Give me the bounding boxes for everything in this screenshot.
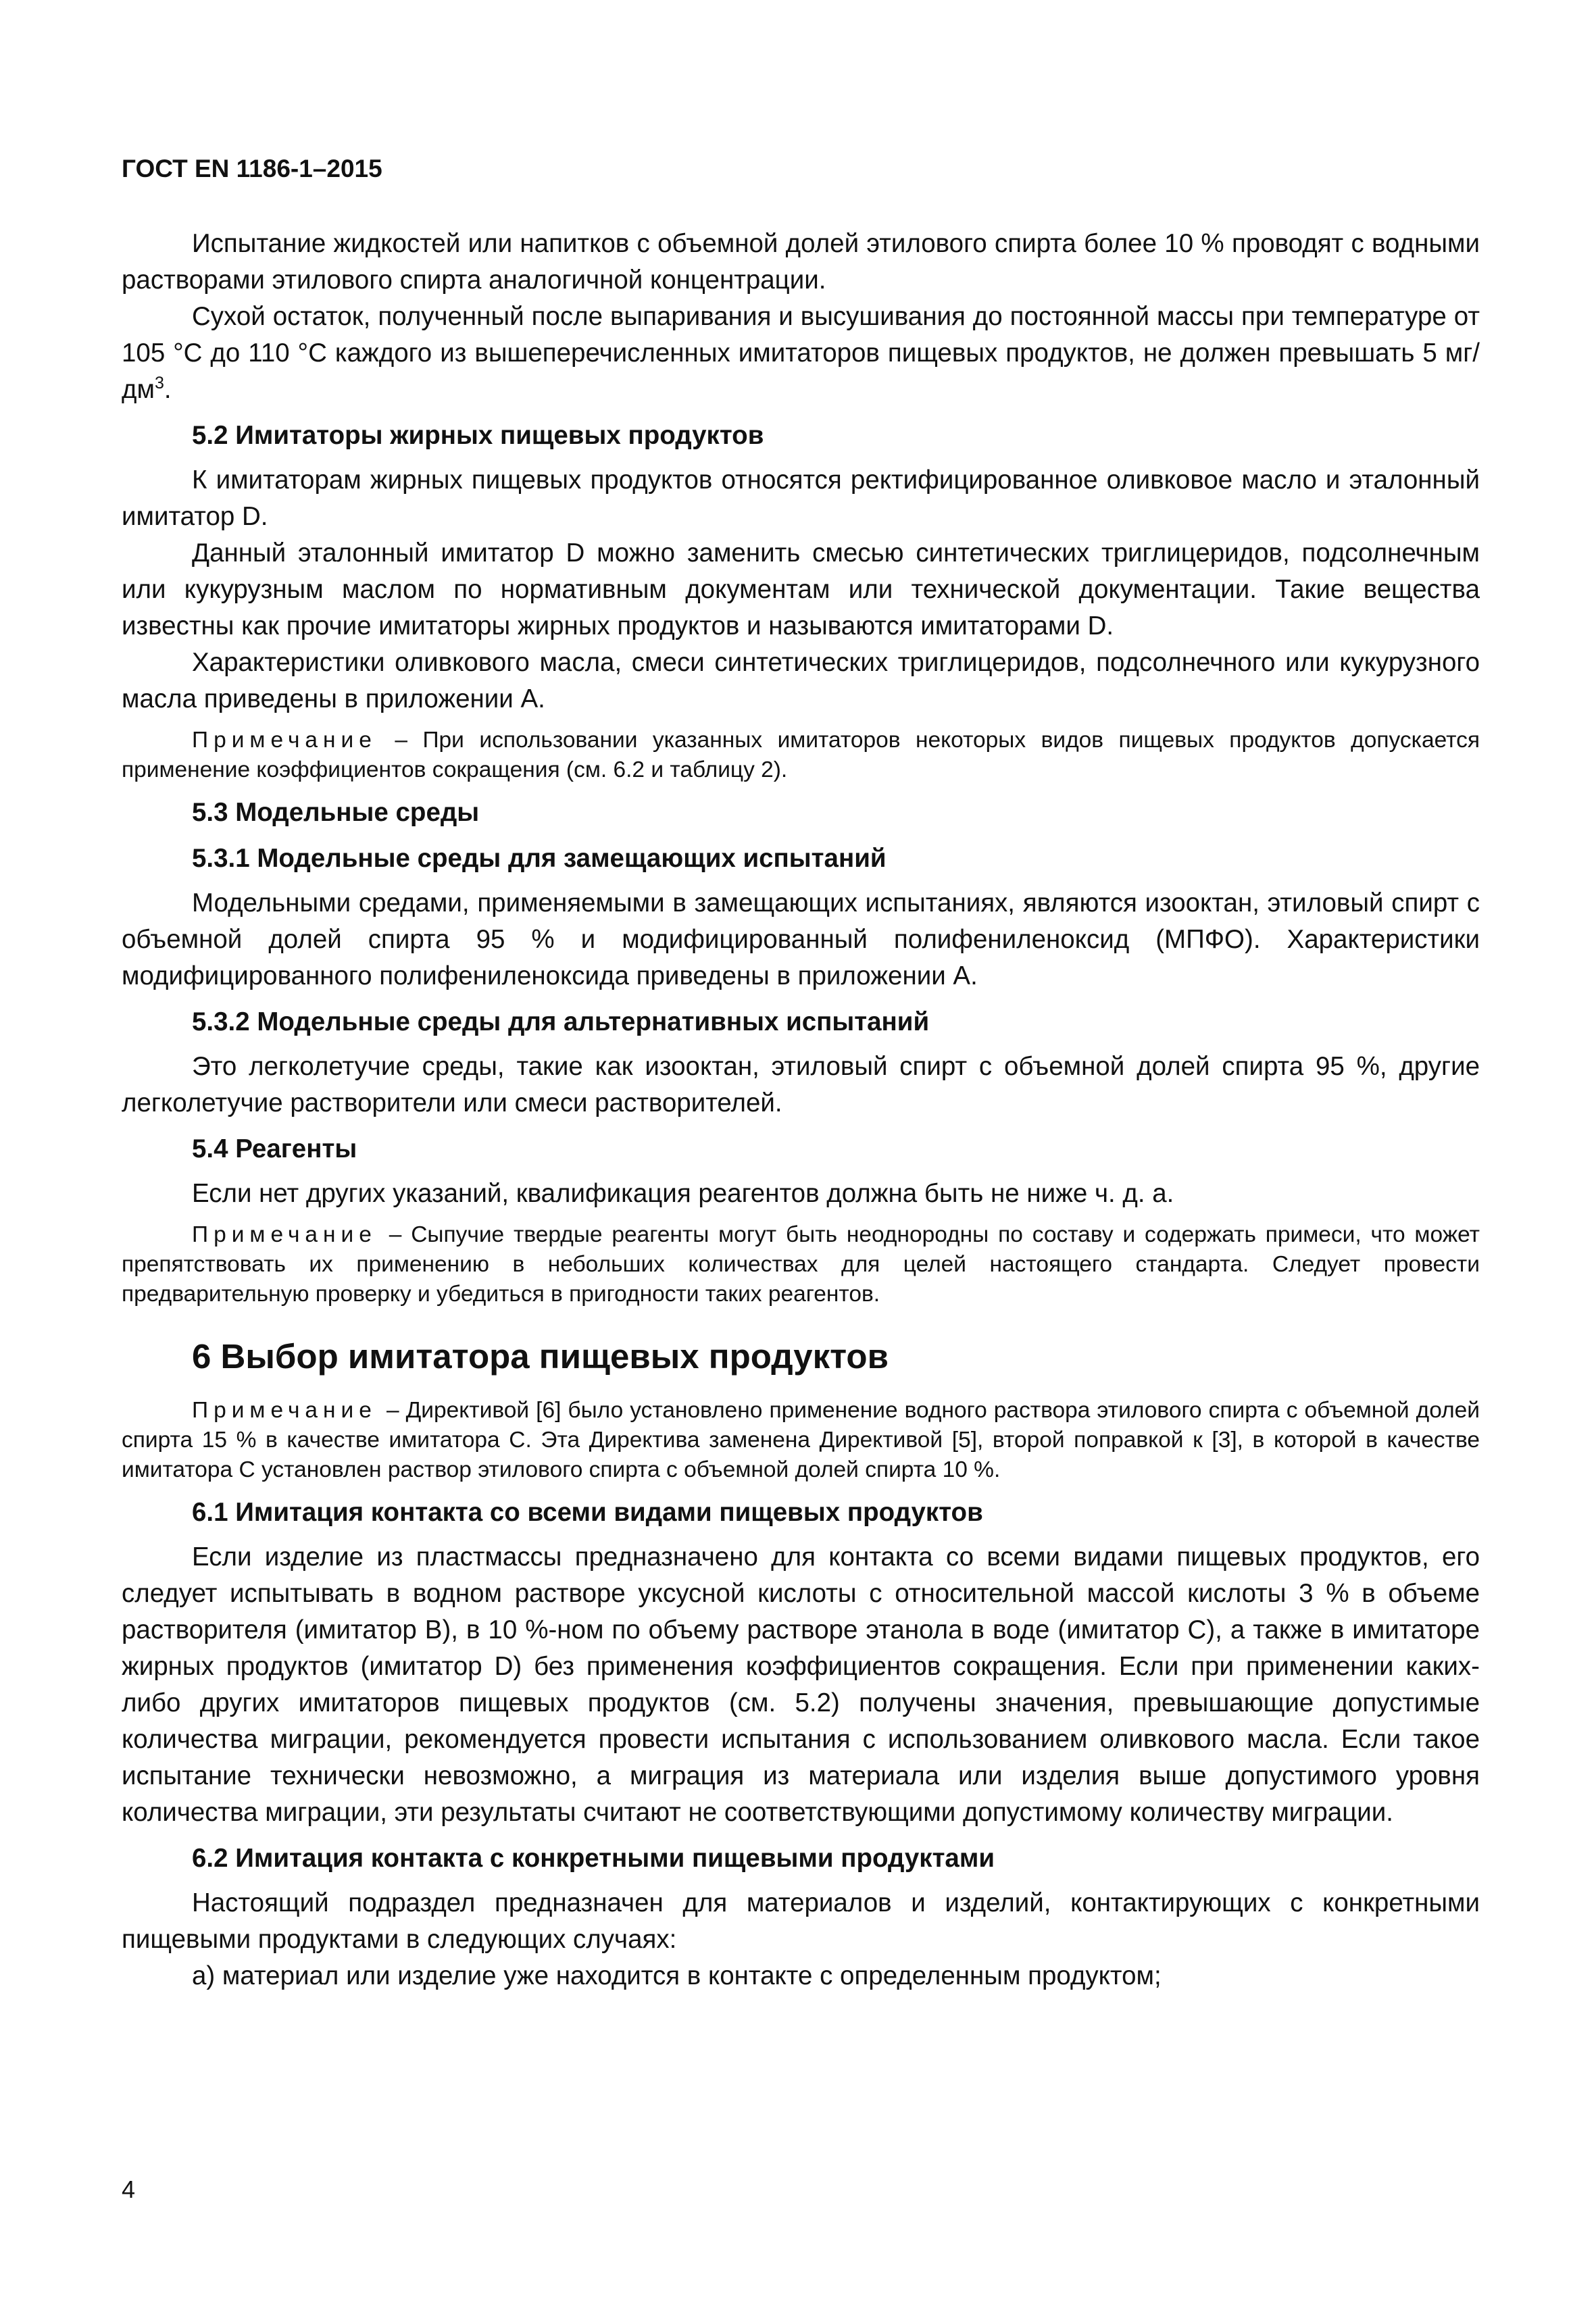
note-text: – При использовании указанных имитаторов некоторых видов пищевых продуктов допускается применение коэффициентов сокращения (см. 6.2 и таблицу 2). xyxy=(122,728,1480,782)
section-5-4-title: 5.4 Реагенты xyxy=(192,1134,357,1163)
section-6-2-title: 6.2 Имитация контакта с конкретными пищевыми продуктами xyxy=(192,1844,995,1873)
section-6-1-title: 6.1 Имитация контакта со всеми видами пищевых продуктов xyxy=(192,1498,983,1527)
note-reagents xyxy=(122,1220,1480,1309)
section-5-3-title: 5.3 Модельные среды xyxy=(192,798,480,827)
document-body xyxy=(122,226,1480,1994)
section-5-2-title: 5.2 Имитаторы жирных пищевых продуктов xyxy=(192,421,764,450)
section-5-3-2-paragraph: Это легколетучие среды, такие как изооктан, этиловый спирт с объемной долей спирта 95 %, другие легколетучие растворители или смеси растворителей. xyxy=(122,1052,1480,1117)
section-6-2-paragraph: Настоящий подраздел предназначен для материалов и изделий, контактирующих с конкретными пищевыми продуктами в следующих случаях: xyxy=(122,1888,1480,1954)
section-5-2-paragraph-1: К имитаторам жирных пищевых продуктов относятся ректифицированное оливковое масло и эталонный имитатор D. xyxy=(122,466,1480,531)
dry-residue-superscript: 3 xyxy=(154,374,164,393)
section-6-1-paragraph: Если изделие из пластмассы предназначено для контакта со всеми видами пищевых продуктов, его следует испытывать в водном растворе уксусной кислоты с относительной массой кислоты 3 % в объеме растворителя (имитатор В), в 10 %-ном по объему растворе этанола в воде (имитатор С), а также в имитаторе жирных продуктов (имитатор D) без применения коэффициентов сокращения. Если при применении каких-либо других имитаторов пищевых продуктов (см. 5.2) получены значения, превышающие допустимые количества миграции, рекомендуется провести испытания с использованием оливкового масла. Если такое испытание технически невозможно, а миграция из материала или изделия выше допустимого уровня количества миграции, эти результаты считают не соответствующими допустимому количеству миграции. xyxy=(122,1542,1480,1827)
note-text: – Сыпучие твердые реагенты могут быть неоднородны по составу и содержать примеси, что может препятствовать их применению в небольших количествах для целей настоящего стандарта. Следует провести предварительную проверку и убедиться в пригодности таких реагентов. xyxy=(122,1222,1480,1307)
note-label: Примечание xyxy=(192,1222,377,1247)
section-5-3-1-paragraph: Модельными средами, применяемыми в замещающих испытаниях, являются изооктан, этиловый спирт с объемной долей спирта 95 % и модифицированный полифениленоксид (МПФО). Характеристики модифицированного полифениленоксида приведены в приложении А. xyxy=(122,888,1480,990)
page-number: 4 xyxy=(122,2175,136,2203)
paragraph-ethanol-drinks: Испытание жидкостей или напитков с объемной долей этилового спирта более 10 % проводят с водными растворами этилового спирта аналогичной концентрации. xyxy=(122,229,1480,295)
note-label: Примечание xyxy=(192,728,377,753)
section-6-2-item-a: а) материал или изделие уже находится в контакте с определенным продуктом; xyxy=(192,1961,1162,1990)
note-text: – Директивой [6] было установлено применение водного раствора этилового спирта с объемной долей спирта 15 % в качестве имитатора С. Эта Директива заменена Директивой [5], второй поправкой к [3], в которой в качестве имитатора С установлен раствор этилового спирта с объемной долей спирта 10 %. xyxy=(122,1398,1480,1482)
note-label: Примечание xyxy=(192,1398,377,1423)
dry-residue-period: . xyxy=(164,375,172,404)
dry-residue-text: Сухой остаток, полученный после выпаривания и высушивания до постоянной массы при температуре от 105 °С до 110 °С каждого из вышеперечисленных имитаторов пищевых продуктов, не должен превышать 5 мг/дм xyxy=(122,302,1480,404)
paragraph-dry-residue xyxy=(122,299,1480,408)
section-5-3-2-title: 5.3.2 Модельные среды для альтернативных испытаний xyxy=(192,1007,930,1036)
document-code: ГОСТ EN 1186-1–2015 xyxy=(122,155,382,182)
section-5-4-paragraph: Если нет других указаний, квалификация реагентов должна быть не ниже ч. д. а. xyxy=(192,1179,1174,1208)
note-directive xyxy=(122,1396,1480,1485)
section-5-2-paragraph-3: Характеристики оливкового масла, смеси синтетических триглицеридов, подсолнечного или кукурузного масла приведены в приложении А. xyxy=(122,648,1480,713)
section-6-title: 6 Выбор имитатора пищевых продуктов xyxy=(192,1337,889,1376)
section-5-3-1-title: 5.3.1 Модельные среды для замещающих испытаний xyxy=(192,844,887,873)
note-reduction-factors xyxy=(122,726,1480,785)
section-5-2-paragraph-2: Данный эталонный имитатор D можно заменить смесью синтетических триглицеридов, подсолнечным или кукурузным маслом по нормативным документам или технической документации. Такие вещества известны как прочие имитаторы жирных продуктов и называются имитаторами D. xyxy=(122,538,1480,640)
